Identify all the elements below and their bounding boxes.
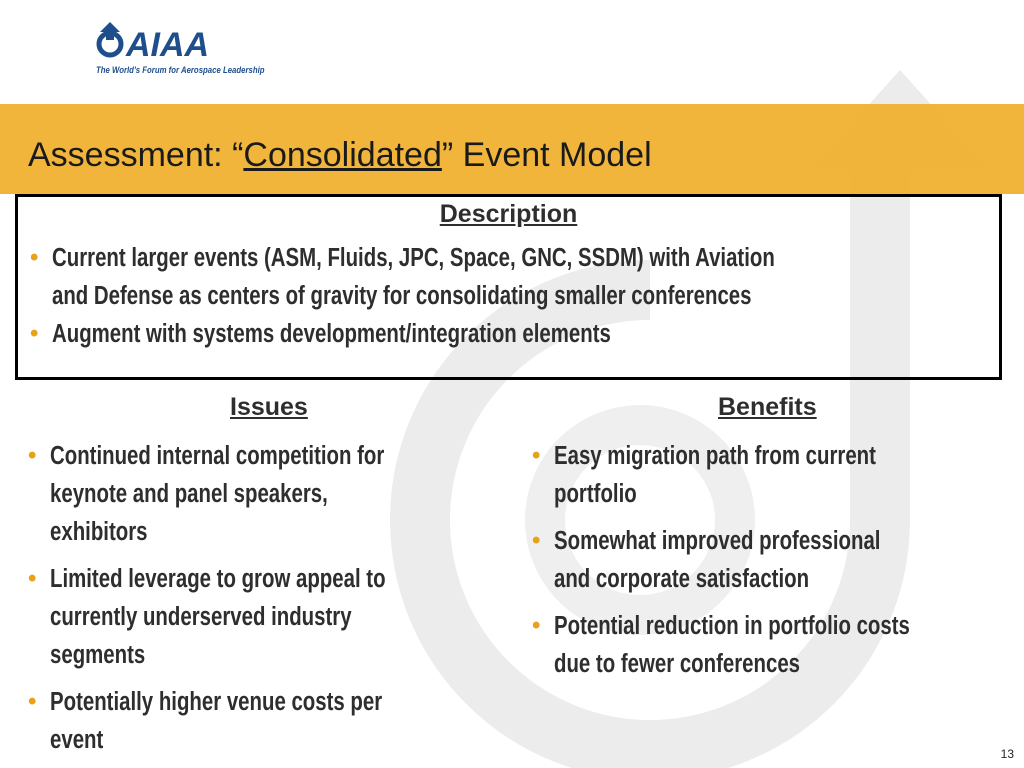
bullet-icon: • bbox=[30, 244, 39, 271]
description-item bbox=[30, 315, 990, 353]
issue-line: Limited leverage to grow appeal to bbox=[50, 565, 386, 593]
benefits-heading: Benefits bbox=[718, 393, 817, 421]
description-box bbox=[15, 194, 1002, 380]
issue-item bbox=[28, 683, 508, 759]
benefit-item bbox=[532, 607, 1022, 683]
description-line: and Defense as centers of gravity for consolidating smaller conferences bbox=[52, 282, 752, 310]
description-list bbox=[30, 239, 990, 361]
issue-line: exhibitors bbox=[50, 518, 148, 546]
benefit-line: Potential reduction in portfolio costs bbox=[554, 612, 910, 640]
title-emphasis: Consolidated bbox=[243, 136, 442, 174]
issue-item bbox=[28, 437, 508, 551]
slide-title bbox=[28, 136, 652, 175]
aiaa-logo-mark bbox=[96, 18, 256, 64]
bullet-icon: • bbox=[532, 612, 541, 639]
benefit-line: due to fewer conferences bbox=[554, 650, 801, 678]
logo-wordmark: AIAA bbox=[126, 26, 210, 64]
description-item bbox=[30, 239, 990, 315]
description-line: Current larger events (ASM, Fluids, JPC, Space, GNC, SSDM) with Aviation bbox=[52, 244, 775, 272]
issue-line: segments bbox=[50, 641, 146, 669]
benefit-item bbox=[532, 437, 1022, 513]
benefit-line: Easy migration path from current bbox=[554, 442, 876, 470]
issue-line: event bbox=[50, 726, 104, 754]
bullet-icon: • bbox=[532, 527, 541, 554]
description-heading: Description bbox=[439, 200, 578, 228]
page-number: 13 bbox=[1000, 747, 1014, 761]
title-suffix: ” Event Model bbox=[441, 136, 652, 174]
benefit-line: and corporate satisfaction bbox=[554, 565, 810, 593]
bullet-icon: • bbox=[30, 320, 39, 347]
issue-line: currently underserved industry bbox=[50, 603, 352, 631]
benefit-item bbox=[532, 522, 1022, 598]
bullet-icon: • bbox=[28, 688, 37, 715]
bullet-icon: • bbox=[28, 565, 37, 592]
title-prefix: Assessment: “ bbox=[28, 136, 244, 174]
issue-item bbox=[28, 560, 508, 674]
benefit-line: portfolio bbox=[554, 480, 637, 508]
bullet-icon: • bbox=[28, 442, 37, 469]
issues-heading: Issues bbox=[230, 393, 308, 421]
issue-line: Continued internal competition for bbox=[50, 442, 385, 470]
description-line: Augment with systems development/integration elements bbox=[52, 320, 611, 348]
logo-tagline: The World's Forum for Aerospace Leadership bbox=[96, 65, 265, 76]
issues-list bbox=[28, 437, 508, 768]
issue-line: keynote and panel speakers, bbox=[50, 480, 328, 508]
aiaa-logo bbox=[96, 18, 265, 82]
benefits-list bbox=[532, 437, 1022, 692]
issue-line: Potentially higher venue costs per bbox=[50, 688, 383, 716]
benefit-line: Somewhat improved professional bbox=[554, 527, 881, 555]
bullet-icon: • bbox=[532, 442, 541, 469]
